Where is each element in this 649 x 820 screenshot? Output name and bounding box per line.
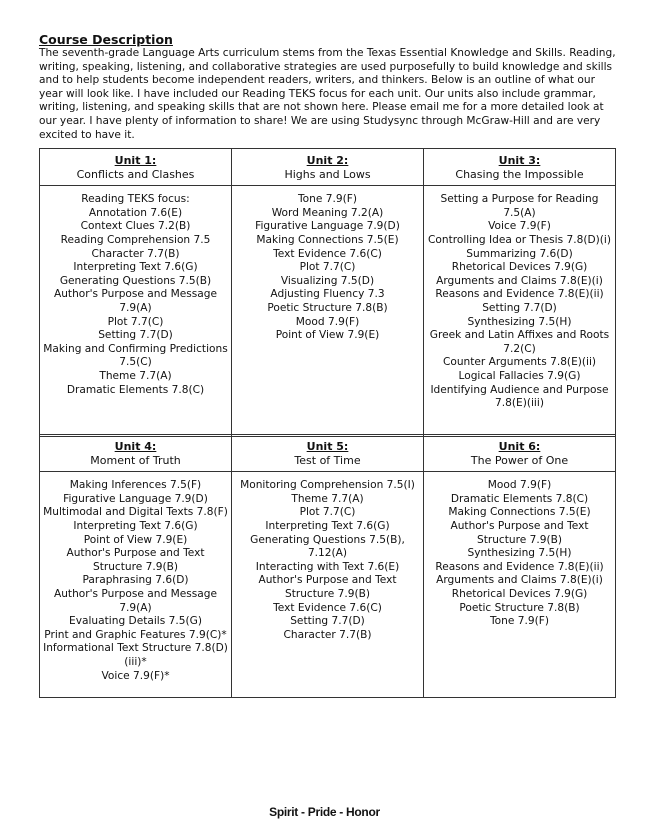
teks-item: Author's Purpose and Text Structure 7.9(B) xyxy=(258,574,397,600)
unit-2-title: Highs and Lows xyxy=(284,167,371,181)
units-header-row xyxy=(40,435,616,472)
unit-3-title: Chasing the Impossible xyxy=(455,167,584,181)
teks-item: Arguments and Claims 7.8(E)(i) xyxy=(436,274,603,287)
teks-item: Rhetorical Devices 7.9(G) xyxy=(451,587,588,600)
unit-4-number: Unit 4: xyxy=(114,440,157,453)
unit-3-number: Unit 3: xyxy=(498,154,541,167)
teks-item: Author's Purpose and Text Structure 7.9(B) xyxy=(450,519,589,546)
unit-6-title: The Power of One xyxy=(470,453,569,467)
teks-item: Monitoring Comprehension 7.5(I) xyxy=(240,479,415,492)
teks-item: Reasons and Evidence 7.8(E)(ii) xyxy=(435,288,604,301)
teks-item: Plot 7.7(C) xyxy=(299,506,356,519)
teks-item: Text Evidence 7.6(C) xyxy=(273,247,382,260)
unit-3-teks-list xyxy=(424,186,616,437)
unit-4-teks-list xyxy=(40,472,232,698)
teks-item: Character 7.7(B) xyxy=(283,628,372,641)
teks-item: Voice 7.9(F)* xyxy=(101,669,170,682)
school-motto: Spirit - Pride - Honor xyxy=(269,805,380,819)
teks-item: Setting 7.7(D) xyxy=(482,301,557,314)
teks-item: Reading Comprehension 7.5 xyxy=(60,233,211,246)
units-table-top xyxy=(39,148,616,437)
teks-item: Adjusting Fluency 7.3 xyxy=(270,288,385,301)
teks-item: Paraphrasing 7.6(D) xyxy=(82,574,189,587)
teks-item: Logical Fallacies 7.9(G) xyxy=(458,369,581,382)
teks-item: Greek and Latin Affixes and Roots 7.2(C) xyxy=(429,329,610,355)
unit-3-header xyxy=(424,149,616,186)
teks-item: Character 7.7(B) xyxy=(91,247,180,260)
teks-item: Generating Questions 7.5(B), 7.12(A) xyxy=(250,533,405,560)
teks-item: Visualizing 7.5(D) xyxy=(280,274,375,287)
teks-item: Informational Text Structure 7.8(D)(iii)* xyxy=(43,642,228,668)
teks-item: Counter Arguments 7.8(E)(ii) xyxy=(442,356,597,369)
teks-item: Figurative Language 7.9(D) xyxy=(63,492,208,505)
teks-item: Theme 7.7(A) xyxy=(99,369,172,382)
course-description-heading: Course Description xyxy=(39,32,173,47)
teks-item: Setting 7.7(D) xyxy=(98,329,173,342)
teks-item: Interpreting Text 7.6(G) xyxy=(73,261,198,274)
unit-1-title: Conflicts and Clashes xyxy=(76,167,195,181)
teks-item: Identifying Audience and Purpose 7.8(E)(iii) xyxy=(430,383,609,410)
teks-item: Print and Graphic Features 7.9(C)* xyxy=(44,628,227,641)
teks-item: Making Connections 7.5(E) xyxy=(256,233,399,246)
teks-item: Plot 7.7(C) xyxy=(299,261,356,274)
teks-item: Mood 7.9(F) xyxy=(487,479,552,492)
teks-item: Tone 7.9(F) xyxy=(298,193,357,206)
teks-item: Reasons and Evidence 7.8(E)(ii) xyxy=(435,560,604,573)
teks-item: Word Meaning 7.2(A) xyxy=(271,206,384,219)
teks-item: Dramatic Elements 7.8(C) xyxy=(66,383,205,396)
teks-item: Dramatic Elements 7.8(C) xyxy=(450,492,589,505)
teks-item: Mood 7.9(F) xyxy=(295,315,360,328)
teks-item: Context Clues 7.2(B) xyxy=(80,220,191,233)
teks-item: Synthesizing 7.5(H) xyxy=(467,547,572,560)
unit-5-teks-list xyxy=(232,472,424,698)
teks-item: Multimodal and Digital Texts 7.8(F) xyxy=(43,506,228,519)
unit-5-header xyxy=(232,435,424,472)
teks-item: Tone 7.9(F) xyxy=(490,615,549,628)
course-description-text: The seventh-grade Language Arts curriculum stems from the Texas Essential Knowledge and Skills. Reading, writing, speaking, listening, and collaborative strategies are used purposefully to build knowledge and skills and to help students become independent readers, writers, and thinkers. Below is an outline of what our year will look like. I have included our Reading TEKS focus for each unit. Our units also include grammar, writing, listening, and speaking skills that are not shown here. Please email me for a more detailed look at our year. I have plenty of information to share! We are using Studysync through McGraw-Hill and are very excited to have it. xyxy=(39,47,616,141)
unit-4-title: Moment of Truth xyxy=(90,453,181,467)
teks-item: Plot 7.7(C) xyxy=(107,315,164,328)
teks-item: Interpreting Text 7.6(G) xyxy=(265,519,390,532)
teks-item: Rhetorical Devices 7.9(G) xyxy=(451,261,588,274)
teks-item: Point of View 7.9(E) xyxy=(275,329,380,342)
teks-item: Arguments and Claims 7.8(E)(i) xyxy=(436,574,603,587)
unit-2-number: Unit 2: xyxy=(306,154,349,167)
teks-item: Point of View 7.9(E) xyxy=(83,533,188,546)
teks-item: Generating Questions 7.5(B) xyxy=(59,274,212,287)
unit-2-teks-list xyxy=(232,186,424,437)
unit-4-header xyxy=(40,435,232,472)
teks-item: Author's Purpose and Message 7.9(A) xyxy=(53,587,218,614)
teks-item: Making and Confirming Predictions 7.5(C) xyxy=(43,342,228,369)
unit-5-number: Unit 5: xyxy=(306,440,349,453)
unit-1-number: Unit 1: xyxy=(114,154,157,167)
teks-item: Poetic Structure 7.8(B) xyxy=(267,301,388,314)
teks-item: Interacting with Text 7.6(E) xyxy=(255,560,400,573)
unit-6-number: Unit 6: xyxy=(498,440,541,453)
teks-item: Reading TEKS focus: xyxy=(81,193,190,206)
teks-item: Text Evidence 7.6(C) xyxy=(273,601,382,614)
teks-item: Theme 7.7(A) xyxy=(291,492,364,505)
unit-6-teks-list xyxy=(424,472,616,698)
teks-item: Author's Purpose and Text Structure 7.9(B) xyxy=(66,547,205,573)
teks-item: Summarizing 7.6(D) xyxy=(466,247,573,260)
teks-item: Annotation 7.6(E) xyxy=(88,206,183,219)
teks-item: Evaluating Details 7.5(G) xyxy=(69,615,202,628)
teks-item: Setting a Purpose for Reading 7.5(A) xyxy=(440,193,599,219)
units-body-row xyxy=(40,472,616,698)
teks-item: Synthesizing 7.5(H) xyxy=(467,315,572,328)
teks-item: Controlling Idea or Thesis 7.8(D)(i) xyxy=(428,233,611,246)
teks-item: Voice 7.9(F) xyxy=(488,220,551,233)
units-body-row xyxy=(40,186,616,437)
teks-item: Figurative Language 7.9(D) xyxy=(255,220,400,233)
teks-item: Interpreting Text 7.6(G) xyxy=(73,519,198,532)
units-table-bottom xyxy=(39,434,616,698)
unit-2-header xyxy=(232,149,424,186)
unit-5-title: Test of Time xyxy=(294,453,361,467)
teks-item: Author's Purpose and Message 7.9(A) xyxy=(53,288,218,314)
unit-6-header xyxy=(424,435,616,472)
unit-1-header xyxy=(40,149,232,186)
teks-item: Poetic Structure 7.8(B) xyxy=(459,601,580,614)
unit-1-teks-list xyxy=(40,186,232,437)
teks-item: Making Connections 7.5(E) xyxy=(448,506,591,519)
units-header-row xyxy=(40,149,616,186)
teks-item: Making Inferences 7.5(F) xyxy=(69,479,202,492)
teks-item: Setting 7.7(D) xyxy=(290,615,365,628)
